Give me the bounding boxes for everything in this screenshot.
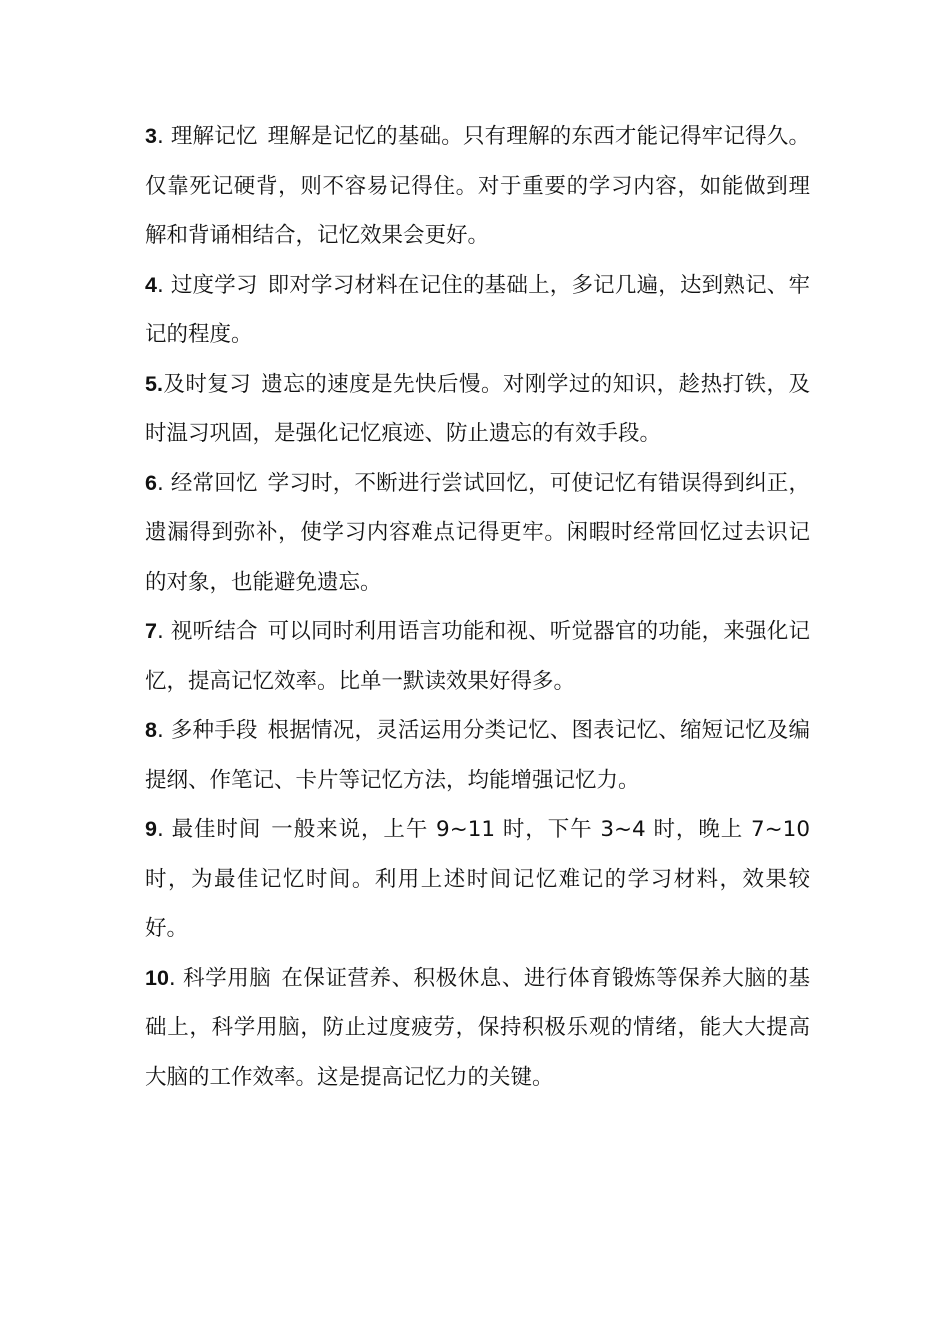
paragraph-item-6 [145, 459, 810, 608]
document-body [145, 112, 810, 1102]
paragraph-item-3 [145, 112, 810, 261]
paragraph-item-7 [145, 607, 810, 706]
item-number: 10 [145, 965, 169, 990]
item-text: 根据情况，灵活运用分类记忆、图表记忆、缩短记忆及编提纲、作笔记、卡片等记忆方法，均能增强记忆力。 [145, 718, 810, 793]
item-title: 及时复习 [162, 371, 252, 397]
item-separator: . [156, 272, 171, 298]
paragraph-item-9 [145, 805, 810, 954]
item-title: 过度学习 [170, 272, 258, 298]
item-separator: . [156, 619, 171, 644]
item-separator: . [168, 965, 184, 991]
item-separator: . [156, 817, 172, 842]
item-text: 可以同时利用语言功能和视、听觉器官的功能，来强化记忆，提高记忆效率。比单一默读效果好得多。 [145, 619, 810, 694]
item-title: 科学用脑 [183, 965, 272, 991]
item-number: 5. [145, 371, 163, 396]
item-title: 多种手段 [170, 718, 258, 743]
item-text: 在保证营养、积极休息、进行体育锻炼等保养大脑的基础上，科学用脑，防止过度疲劳，保持积极乐观的情绪，能大大提高大脑的工作效率。这是提高记忆力的关键。 [145, 965, 810, 1090]
item-text: 一般来说，上午 9~11 时，下午 3~4 时，晚上 7~10 时，为最佳记忆时间。利用上述时间记忆难记的学习材料，效果较好。 [145, 817, 810, 941]
paragraph-item-5 [145, 360, 810, 459]
item-text: 即对学习材料在记住的基础上，多记几遍，达到熟记、牢记的程度。 [145, 272, 810, 347]
item-text: 理解是记忆的基础。只有理解的东西才能记得牢记得久。仅靠死记硬背，则不容易记得住。对于重要的学习内容，如能做到理解和背诵相结合，记忆效果会更好。 [145, 124, 810, 248]
paragraph-item-10 [145, 954, 810, 1103]
item-text: 学习时，不断进行尝试回忆，可使记忆有错误得到纠正，遗漏得到弥补，使学习内容难点记得更牢。闲暇时经常回忆过去识记的对象，也能避免遗忘。 [145, 470, 810, 595]
item-title: 理解记忆 [170, 124, 258, 149]
item-title: 最佳时间 [171, 817, 262, 842]
item-text: 遗忘的速度是先快后慢。对刚学过的知识，趁热打铁，及时温习巩固，是强化记忆痕迹、防止遗忘的有效手段。 [145, 371, 810, 446]
item-separator: . [156, 124, 171, 149]
item-number: 7 [145, 619, 157, 643]
paragraph-item-8 [145, 706, 810, 805]
item-number: 4 [145, 272, 157, 297]
item-separator: . [156, 470, 171, 496]
item-title: 视听结合 [170, 619, 258, 644]
item-number: 8 [145, 718, 157, 742]
item-number: 9 [145, 817, 157, 841]
paragraph-item-4 [145, 261, 810, 360]
item-number: 3 [145, 124, 157, 148]
item-title: 经常回忆 [170, 470, 258, 496]
item-separator: . [156, 718, 171, 743]
item-number: 6 [145, 470, 157, 495]
